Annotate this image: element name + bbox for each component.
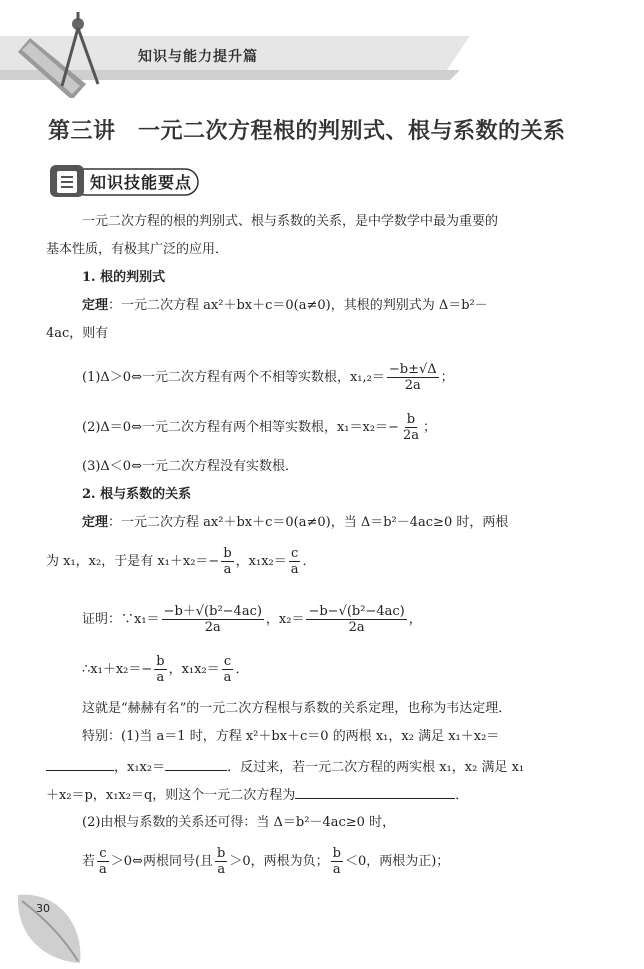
fraction-numerator: b (217, 846, 226, 861)
case-2-text: (2)Δ＝0⇔一元二次方程有两个相等实数根，x₁＝x₂＝− (82, 420, 399, 435)
fraction-denominator: a (290, 562, 299, 577)
fraction-numerator: c (223, 654, 232, 669)
theorem-label: 定理 (82, 298, 109, 313)
fraction-denominator: 2a (404, 378, 421, 393)
fraction-numerator: b (332, 846, 341, 861)
fraction (222, 654, 234, 685)
fraction (331, 846, 343, 877)
fraction-denominator: a (223, 670, 232, 685)
text: 为 x₁，x₂，于是有 x₁＋x₂＝− (46, 554, 220, 569)
badge-label: 知识技能要点 (90, 173, 193, 192)
fraction-denominator: a (99, 862, 107, 877)
text: ，x₁x₂＝ (168, 662, 220, 677)
text: ＞0，两根为负； (229, 854, 329, 869)
vieta-line: 这就是“赫赫有名”的一元二次方程根与系数的关系定理，也称为韦达定理． (82, 701, 512, 716)
text: ＞0⇔两根同号(且 (110, 854, 214, 869)
answer-blank[interactable] (295, 786, 455, 799)
fraction (215, 846, 227, 877)
text: 若 (82, 854, 96, 869)
case-1-fraction (387, 362, 439, 393)
fraction (97, 846, 109, 877)
fraction-denominator: a (217, 862, 226, 877)
case-2-end: ； (422, 420, 436, 435)
fraction-numerator: c (99, 846, 107, 861)
text: ． (302, 554, 316, 569)
special-line-3 (46, 786, 468, 805)
text: ，x₁x₂＝ (235, 554, 287, 569)
text: ． (455, 788, 469, 803)
fraction-denominator: a (332, 862, 341, 877)
text: ∴x₁＋x₂＝− (82, 662, 153, 677)
section-2-heading: 2. 根与系数的关系 (82, 487, 192, 502)
fraction (154, 654, 166, 685)
fraction (289, 546, 301, 577)
text: ． (235, 662, 249, 677)
fraction (221, 546, 233, 577)
case-2-fraction (401, 412, 421, 443)
section-1-heading: 1. 根的判别式 (82, 270, 166, 285)
case-1-end: ； (440, 370, 454, 385)
point-2-line: (2)由根与系数的关系还可得：当 Δ＝b²－4ac≥0 时， (82, 815, 396, 830)
fraction-numerator: −b＋√(b²−4ac) (163, 604, 262, 619)
case-1-text: (1)Δ＞0⇔一元二次方程有两个不相等实数根，x₁,₂＝ (82, 370, 385, 385)
answer-blank[interactable] (46, 758, 114, 771)
s2-theorem-line-1 (82, 514, 508, 532)
s1-theorem-line-2: 4ac，则有 (46, 326, 109, 341)
fraction (306, 604, 406, 635)
therefore-line (82, 654, 248, 685)
special-line-1: 特别：(1)当 a＝1 时，方程 x²＋bx＋c＝0 的两根 x₁，x₂ 满足 x₁＋x₂＝ (82, 729, 500, 744)
intro-line-1: 一元二次方程的根的判别式、根与系数的关系，是中学数学中最为重要的 (82, 214, 499, 229)
compass-icon (12, 8, 132, 98)
text: ＋x₂＝p，x₁x₂＝q，则这个一元二次方程为 (46, 788, 296, 803)
text: ＜0，两根为正)； (344, 854, 450, 869)
fraction-denominator: 2a (402, 428, 419, 443)
fraction-denominator: 2a (348, 620, 365, 635)
fraction-numerator: b (223, 546, 232, 561)
fraction-numerator: c (291, 546, 299, 561)
text: ，x₂＝ (265, 612, 305, 627)
case-2 (82, 412, 436, 443)
fraction-numerator: b (156, 654, 165, 669)
text: ，x₁x₂＝ (114, 760, 166, 775)
theorem-text: ：一元二次方程 ax²＋bx＋c＝0(a≠0)，其根的判别式为 Δ＝b²－ (108, 298, 488, 313)
theorem-label: 定理 (82, 515, 109, 530)
text: 证明：∵x₁＝ (82, 612, 160, 627)
page-number: 30 (36, 902, 50, 915)
intro-line-2: 基本性质，有极其广泛的应用． (46, 242, 229, 257)
special-line-2 (46, 758, 524, 777)
answer-blank[interactable] (165, 758, 227, 771)
fraction-denominator: a (223, 562, 232, 577)
header-section-title: 知识与能力提升篇 (138, 49, 258, 65)
fraction-numerator: −b±√Δ (388, 362, 437, 377)
fraction-numerator: b (406, 412, 416, 427)
lesson-title: 第三讲 一元二次方程根的判别式、根与系数的关系 (48, 119, 566, 144)
sign-condition-line (82, 846, 449, 877)
s1-theorem-line-1 (82, 297, 488, 315)
text: ．反过来，若一元二次方程的两实根 x₁，x₂ 满足 x₁ (227, 760, 525, 775)
proof-line (82, 604, 422, 635)
leaf-icon (8, 885, 88, 965)
fraction (162, 604, 264, 635)
fraction-denominator: 2a (204, 620, 221, 635)
fraction-numerator: −b−√(b²−4ac) (308, 604, 405, 619)
fraction-denominator: a (156, 670, 165, 685)
theorem-text: ：一元二次方程 ax²＋bx＋c＝0(a≠0)，当 Δ＝b²－4ac≥0 时，两根 (108, 515, 509, 530)
text: ， (408, 612, 422, 627)
s2-theorem-line-2 (46, 546, 316, 577)
case-3: (3)Δ＜0⇔一元二次方程没有实数根． (82, 459, 298, 474)
case-1 (82, 362, 454, 393)
